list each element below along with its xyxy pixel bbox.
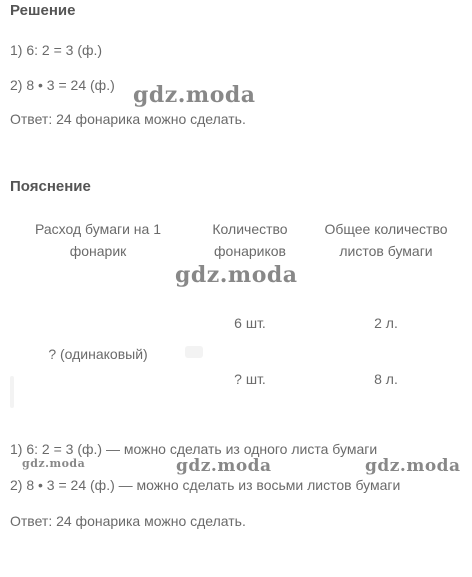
watermark: gdz.moda xyxy=(22,457,86,470)
table-cell-sheets-row1: 2 л. xyxy=(374,315,398,331)
table-header-consumption: Расход бумаги на 1 фонарик xyxy=(34,221,161,259)
explanation-step-2: 2) 8 • 3 = 24 (ф.) — можно сделать из восьми листов бумаги xyxy=(10,477,401,493)
scan-smudge xyxy=(185,346,203,358)
explanation-heading: Пояснение xyxy=(10,178,91,195)
watermark: gdz.moda xyxy=(176,456,272,476)
table-cell-lanterns-row3: ? шт. xyxy=(234,371,266,387)
table-cell-lanterns-row1: 6 шт. xyxy=(234,315,266,331)
watermark: gdz.moda xyxy=(175,262,298,288)
explanation-answer: Ответ: 24 фонарика можно сделать. xyxy=(10,513,246,529)
solution-step-2: 2) 8 • 3 = 24 (ф.) xyxy=(10,77,115,93)
table-cell-sheets-row3: 8 л. xyxy=(374,371,398,387)
explanation-step-1: 1) 6: 2 = 3 (ф.) — можно сделать из одного листа бумаги xyxy=(10,441,378,457)
table-cell-consumption: ? (одинаковый) xyxy=(48,346,148,362)
table-header-total-sheets: Общее количество листов бумаги xyxy=(324,221,448,259)
table-header-lanterns: Количество фонариков xyxy=(212,221,288,259)
explanation-table xyxy=(0,210,472,410)
solution-heading: Решение xyxy=(10,2,76,19)
watermark: gdz.moda xyxy=(365,456,461,476)
watermark: gdz.moda xyxy=(133,82,256,108)
solution-answer: Ответ: 24 фонарика можно сделать. xyxy=(10,111,246,127)
scan-smudge xyxy=(10,376,14,408)
solution-step-1: 1) 6: 2 = 3 (ф.) xyxy=(10,42,103,58)
